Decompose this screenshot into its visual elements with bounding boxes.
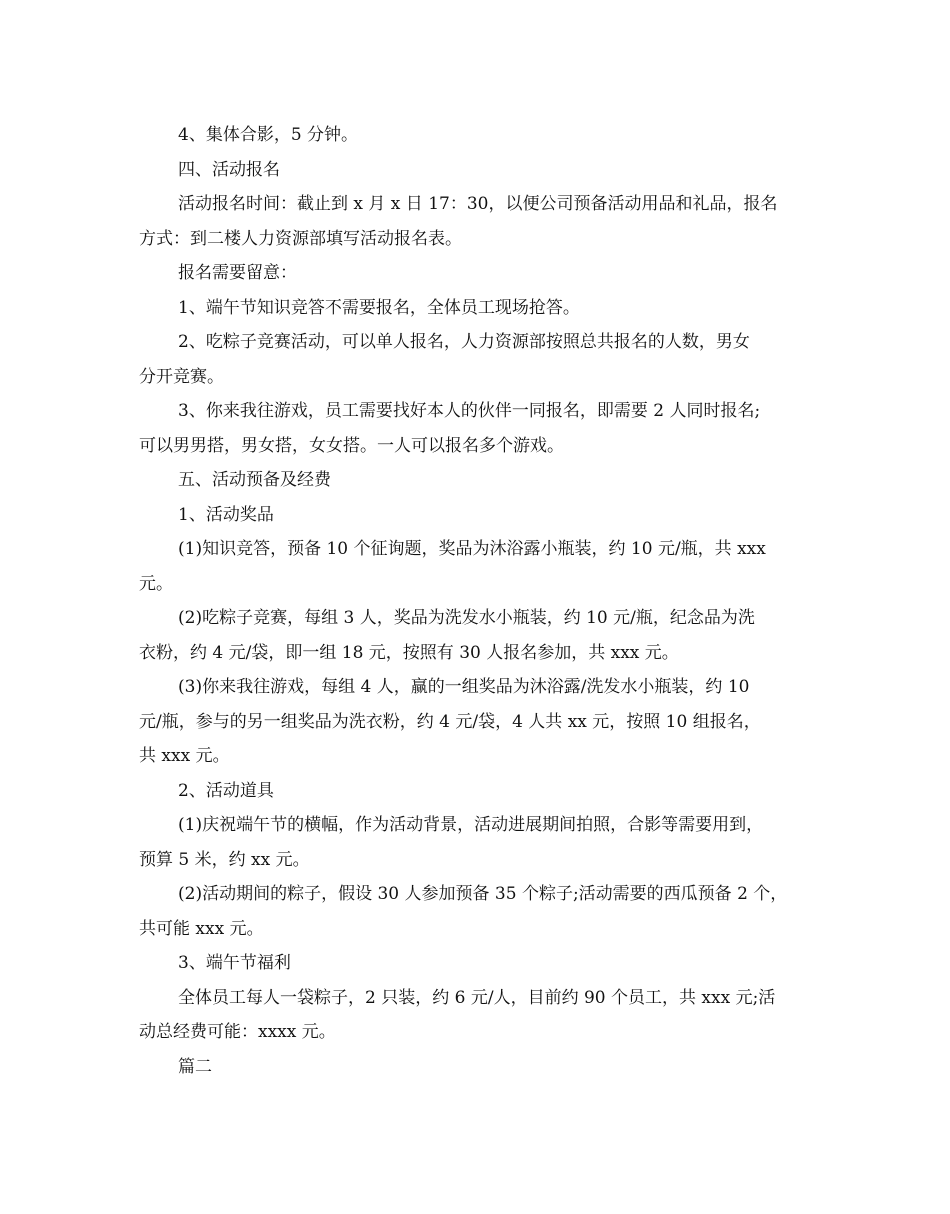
paragraph-registration-notes (139, 256, 815, 291)
text-line: 元。 (139, 573, 173, 594)
text-line: (1)庆祝端午节的横幅，作为活动背景，活动进展期间拍照，合影等需要用到， (178, 815, 764, 835)
text-line: 2、活动道具 (178, 780, 274, 801)
section-heading-part-two (139, 1050, 815, 1085)
list-item-banner (139, 808, 815, 877)
text-line: 3、你来我往游戏，员工需要找好本人的伙伴一同报名，即需要 2 人同时报名; (178, 401, 761, 421)
paragraph-benefits-total (139, 981, 815, 1050)
text-line: 篇二 (178, 1056, 212, 1077)
text-line: 元/瓶，参与的另一组奖品为洗衣粉，约 4 元/袋，4 人共 xx 元，按照 10 组报名， (139, 711, 761, 732)
text-line: 预算 5 米，约 xx 元。 (139, 849, 310, 870)
document-body (139, 118, 815, 1084)
text-line: (3)你来我往游戏，每组 4 人，赢的一组奖品为沐浴露/洗发水小瓶装，约 10 (178, 677, 750, 697)
text-line: 五、活动预备及经费 (178, 470, 331, 490)
text-line: 1、端午节知识竞答不需要报名，全体员工现场抢答。 (178, 297, 580, 318)
list-item-game-prizes (139, 670, 815, 774)
section-heading-registration (139, 153, 815, 188)
list-item-quiz-prizes (139, 532, 815, 601)
list-item-group-photo (139, 118, 815, 153)
text-line: 3、端午节福利 (178, 953, 291, 973)
list-item-quiz (139, 291, 815, 326)
text-line: 活动报名时间：截止到 x 月 x 日 17：30，以便公司预备活动用品和礼品，报名 (178, 194, 778, 214)
section-heading-preparation-budget (139, 463, 815, 498)
subheading-props (139, 774, 815, 809)
text-line: 共 xxx 元。 (139, 746, 230, 766)
subheading-prizes (139, 498, 815, 533)
text-line: (2)吃粽子竞赛，每组 3 人，奖品为洗发水小瓶装，约 10 元/瓶，纪念品为洗 (178, 608, 755, 628)
text-line: 动总经费可能：xxxx 元。 (139, 1022, 336, 1042)
text-line: 1、活动奖品 (178, 504, 274, 525)
text-line: 分开竞赛。 (139, 366, 224, 387)
text-line: 四、活动报名 (178, 159, 280, 180)
list-item-zongzi-supplies (139, 877, 815, 946)
list-item-zongzi-contest (139, 325, 815, 394)
text-line: (1)知识竞答，预备 10 个征询题，奖品为沐浴露小瓶装，约 10 元/瓶，共 xxx (178, 539, 766, 559)
text-line: 共可能 xxx 元。 (139, 918, 264, 939)
list-item-partner-game (139, 394, 815, 463)
text-line: 方式：到二楼人力资源部填写活动报名表。 (139, 228, 462, 249)
subheading-benefits (139, 946, 815, 981)
list-item-zongzi-prizes (139, 601, 815, 670)
text-line: 全体员工每人一袋粽子，2 只装，约 6 元/人，目前约 90 个员工，共 xxx 元;活 (178, 987, 776, 1008)
paragraph-registration-time (139, 187, 815, 256)
text-line: 衣粉，约 4 元/袋，即一组 18 元，按照有 30 人报名参加，共 xxx 元。 (139, 642, 679, 663)
text-line: 报名需要留意： (178, 263, 297, 283)
text-line: 可以男男搭，男女搭，女女搭。一人可以报名多个游戏。 (139, 435, 564, 456)
text-line: 2、吃粽子竞赛活动，可以单人报名，人力资源部按照总共报名的人数，男女 (178, 332, 750, 352)
text-line: (2)活动期间的粽子，假设 30 人参加预备 35 个粽子;活动需要的西瓜预备 2 个， (178, 884, 788, 904)
text-line: 4、集体合影，5 分钟。 (178, 125, 359, 145)
